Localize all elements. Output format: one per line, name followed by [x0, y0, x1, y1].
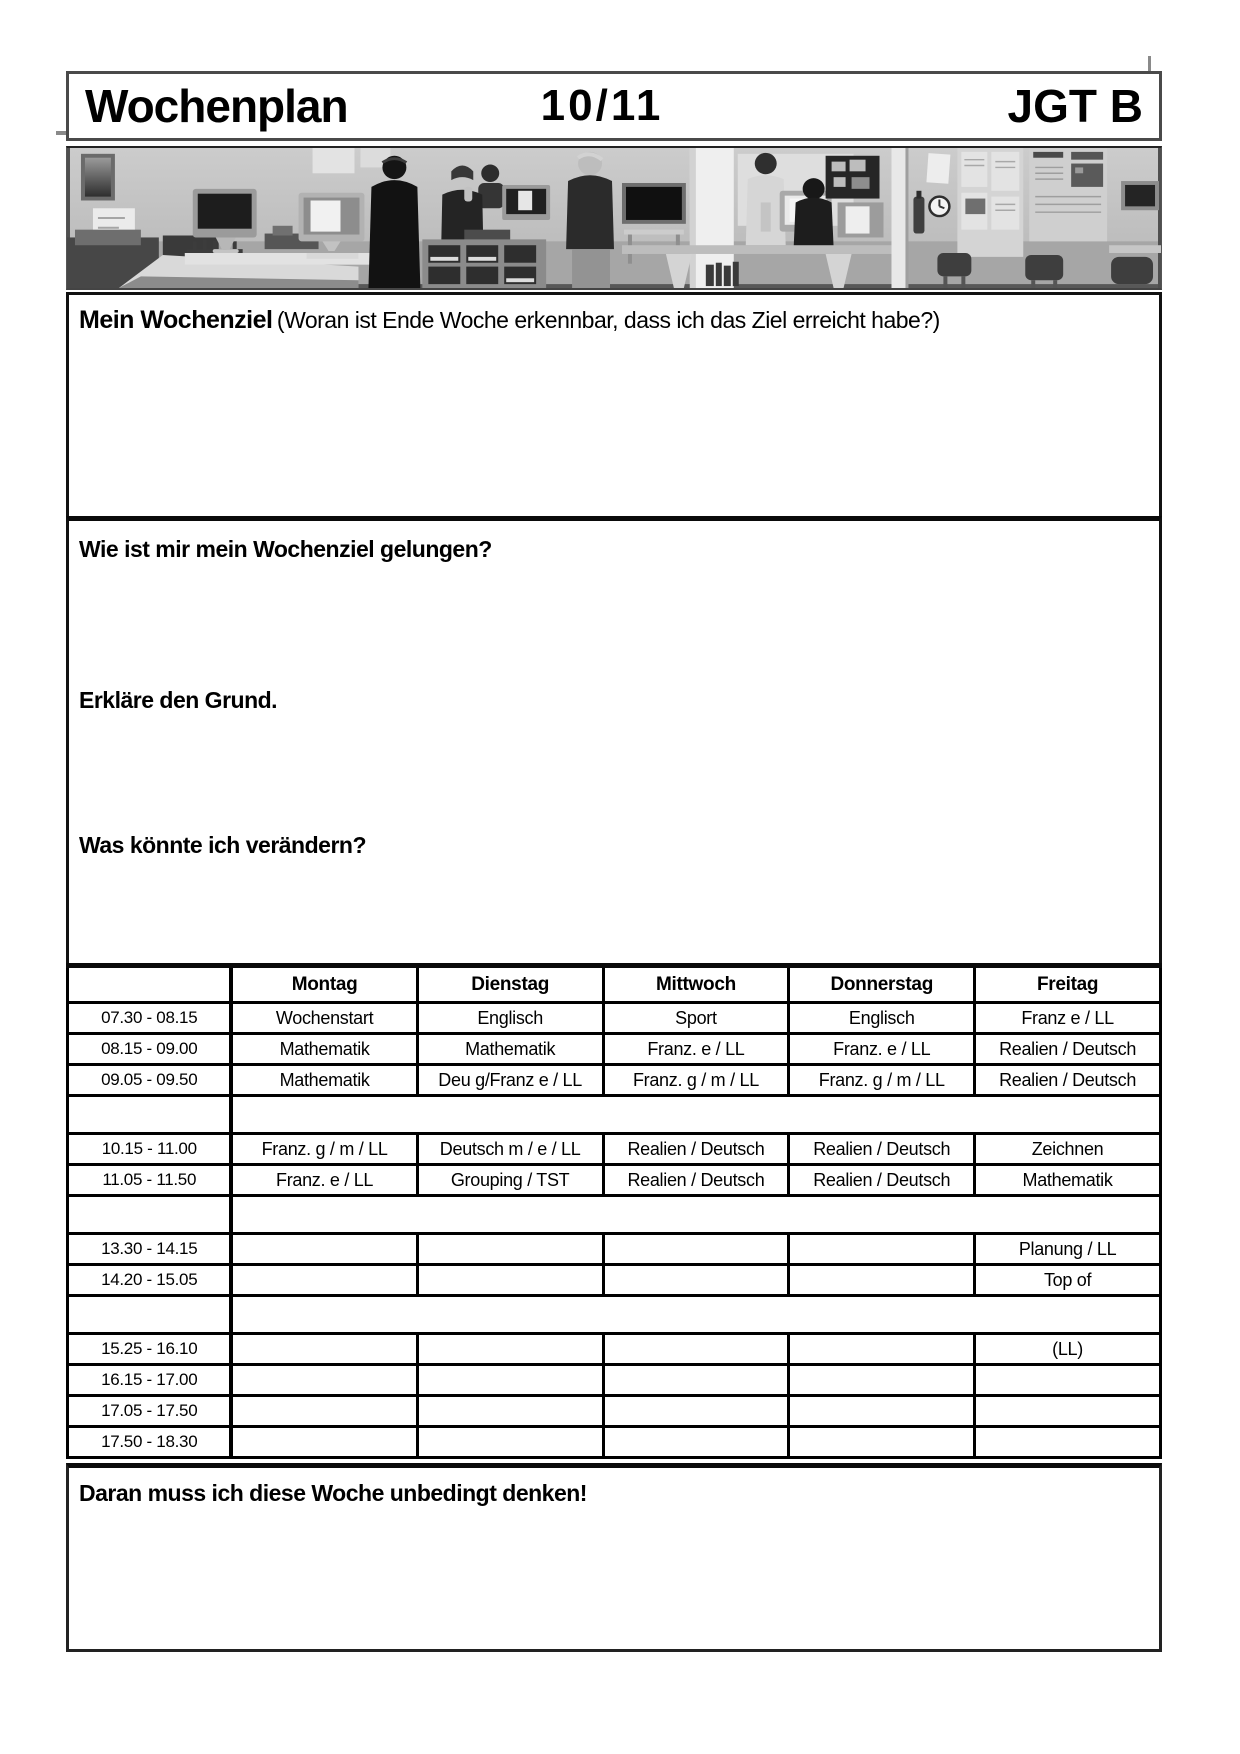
subject-cell	[603, 1396, 789, 1427]
subject-cell: Planung / LL	[975, 1234, 1161, 1265]
subject-cell	[231, 1265, 417, 1296]
subject-cell: Englisch	[789, 1003, 975, 1034]
subject-cell	[789, 1365, 975, 1396]
page-title: Wochenplan	[85, 80, 348, 132]
subject-cell	[603, 1265, 789, 1296]
subject-cell	[417, 1396, 603, 1427]
title-bar	[66, 71, 1162, 141]
time-cell: 15.25 - 16.10	[68, 1334, 232, 1365]
timetable	[66, 963, 1162, 1459]
corner-cell	[68, 966, 232, 1003]
subject-cell: Englisch	[417, 1003, 603, 1034]
subject-cell	[789, 1396, 975, 1427]
timetable-row	[68, 1234, 1161, 1265]
subject-cell	[975, 1396, 1161, 1427]
subject-cell	[975, 1365, 1161, 1396]
reminder-heading: Daran muss ich diese Woche unbedingt denken!	[79, 1480, 587, 1506]
subject-cell: Franz. g / m / LL	[603, 1065, 789, 1096]
time-cell: 16.15 - 17.00	[68, 1365, 232, 1396]
subject-cell: Franz e / LL	[975, 1003, 1161, 1034]
subject-cell	[417, 1234, 603, 1265]
subject-cell: Realien / Deutsch	[975, 1034, 1161, 1065]
subject-cell	[231, 1427, 417, 1458]
timetable-row	[68, 1427, 1161, 1458]
day-header-mittwoch: Mittwoch	[603, 966, 789, 1003]
subject-cell	[789, 1334, 975, 1365]
subject-cell: Realien / Deutsch	[789, 1134, 975, 1165]
weekly-goal-hint: (Woran ist Ende Woche erkennbar, dass ich das Ziel erreicht habe?)	[276, 307, 940, 333]
time-cell	[68, 1296, 232, 1334]
day-header-donnerstag: Donnerstag	[789, 966, 975, 1003]
subject-cell: Sport	[603, 1003, 789, 1034]
subject-cell	[789, 1234, 975, 1265]
time-cell: 08.15 - 09.00	[68, 1034, 232, 1065]
subject-cell: Realien / Deutsch	[603, 1134, 789, 1165]
subject-cell: Realien / Deutsch	[789, 1165, 975, 1196]
subject-cell: Franz. e / LL	[603, 1034, 789, 1065]
time-cell: 17.50 - 18.30	[68, 1427, 232, 1458]
timetable-header-row	[68, 966, 1161, 1003]
subject-cell: Realien / Deutsch	[975, 1065, 1161, 1096]
subject-cell: Grouping / TST	[417, 1165, 603, 1196]
timetable-row	[68, 1365, 1161, 1396]
question-change: Was könnte ich verändern?	[79, 832, 366, 858]
weekly-goal-heading: Mein Wochenziel	[79, 306, 273, 334]
subject-cell: Franz. e / LL	[789, 1034, 975, 1065]
subject-cell	[603, 1234, 789, 1265]
time-cell: 14.20 - 15.05	[68, 1265, 232, 1296]
subject-cell: Mathematik	[417, 1034, 603, 1065]
subject-cell: Wochenstart	[231, 1003, 417, 1034]
classroom-photo-graphic	[67, 148, 1161, 288]
subject-cell	[975, 1427, 1161, 1458]
timetable-row	[68, 1165, 1161, 1196]
subject-cell	[231, 1365, 417, 1396]
timetable-row	[68, 1003, 1161, 1034]
subject-cell	[603, 1334, 789, 1365]
page-content	[66, 71, 1162, 1652]
subject-cell: Franz. g / m / LL	[231, 1134, 417, 1165]
timetable-spacer-row	[68, 1196, 1161, 1234]
subject-cell: Deu g/Franz e / LL	[417, 1065, 603, 1096]
subject-cell: Franz. e / LL	[231, 1165, 417, 1196]
time-cell: 11.05 - 11.50	[68, 1165, 232, 1196]
subject-cell: Mathematik	[231, 1065, 417, 1096]
time-cell: 13.30 - 14.15	[68, 1234, 232, 1265]
time-cell: 09.05 - 09.50	[68, 1065, 232, 1096]
time-cell: 17.05 - 17.50	[68, 1396, 232, 1427]
classroom-photo	[66, 146, 1162, 290]
question-success: Wie ist mir mein Wochenziel gelungen?	[79, 536, 492, 562]
subject-cell	[417, 1265, 603, 1296]
timetable-row	[68, 1134, 1161, 1165]
class-label: JGT B	[1007, 80, 1143, 132]
subject-cell	[417, 1427, 603, 1458]
subject-cell	[231, 1234, 417, 1265]
time-cell: 07.30 - 08.15	[68, 1003, 232, 1034]
timetable-row	[68, 1034, 1161, 1065]
subject-cell: Realien / Deutsch	[603, 1165, 789, 1196]
subject-cell	[231, 1334, 417, 1365]
weekly-goal-section	[66, 292, 1162, 516]
empty-merged-cell	[231, 1196, 1160, 1234]
subject-cell: (LL)	[975, 1334, 1161, 1365]
day-header-montag: Montag	[231, 966, 417, 1003]
subject-cell: Franz. g / m / LL	[789, 1065, 975, 1096]
subject-cell	[603, 1427, 789, 1458]
subject-cell	[603, 1365, 789, 1396]
timetable-row	[68, 1396, 1161, 1427]
timetable-row	[68, 1265, 1161, 1296]
reminder-section	[66, 1463, 1162, 1652]
weekly-goal-heading-line	[79, 306, 1149, 335]
subject-cell: Mathematik	[975, 1165, 1161, 1196]
subject-cell	[231, 1396, 417, 1427]
subject-cell: Deutsch m / e / LL	[417, 1134, 603, 1165]
empty-merged-cell	[231, 1096, 1160, 1134]
subject-cell: Top of	[975, 1265, 1161, 1296]
subject-cell: Mathematik	[231, 1034, 417, 1065]
school-year-label: 10/11	[540, 81, 664, 130]
timetable-spacer-row	[68, 1296, 1161, 1334]
subject-cell	[789, 1265, 975, 1296]
question-reason: Erkläre den Grund.	[79, 687, 278, 713]
timetable-spacer-row	[68, 1096, 1161, 1134]
timetable-body	[68, 1003, 1161, 1458]
registration-mark-vertical	[1148, 56, 1151, 72]
time-cell	[68, 1096, 232, 1134]
day-header-dienstag: Dienstag	[417, 966, 603, 1003]
time-cell	[68, 1196, 232, 1234]
reflection-section	[66, 516, 1162, 963]
subject-cell	[789, 1427, 975, 1458]
timetable-row	[68, 1334, 1161, 1365]
empty-merged-cell	[231, 1296, 1160, 1334]
timetable-row	[68, 1065, 1161, 1096]
subject-cell: Zeichnen	[975, 1134, 1161, 1165]
day-header-freitag: Freitag	[975, 966, 1161, 1003]
time-cell: 10.15 - 11.00	[68, 1134, 232, 1165]
subject-cell	[417, 1365, 603, 1396]
subject-cell	[417, 1334, 603, 1365]
